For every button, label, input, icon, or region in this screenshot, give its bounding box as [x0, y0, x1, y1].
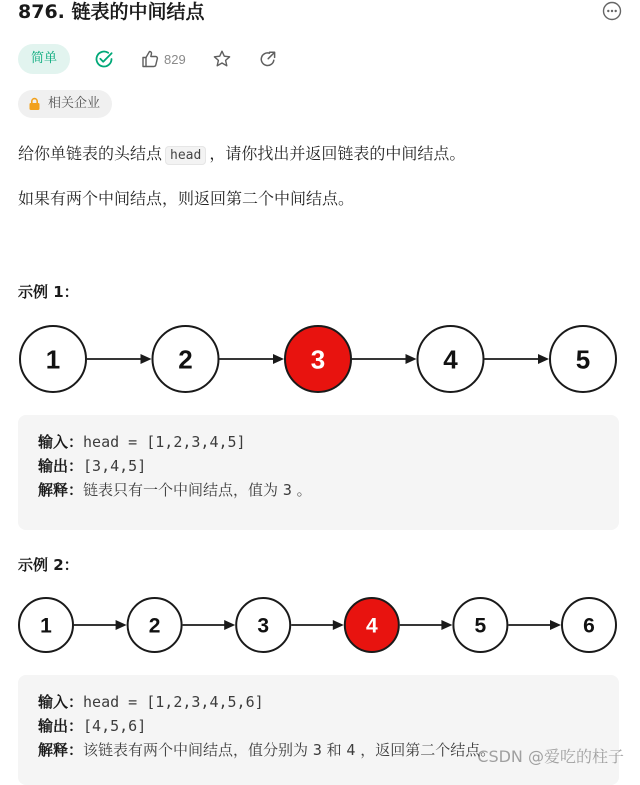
inline-code-head: head — [165, 146, 206, 165]
node-value: 1 — [45, 344, 61, 375]
input-label: 输入： — [38, 433, 84, 451]
example-2-input-line — [38, 690, 599, 714]
output-value: [3,4,5] — [83, 457, 147, 475]
input-value: head = [1,2,3,4,5] — [83, 433, 246, 451]
node-value: 3 — [257, 614, 270, 638]
lock-icon — [28, 97, 48, 111]
node-value: 5 — [575, 344, 591, 375]
example-2-output-line — [38, 714, 599, 738]
problem-title: 876. 链表的中间结点 — [18, 1, 205, 23]
next-arrow — [508, 620, 561, 630]
example-2-diagram — [0, 597, 640, 657]
example-1-output-line — [38, 454, 599, 478]
list-node — [153, 326, 219, 392]
company-tag-label: 相关企业 — [48, 96, 101, 111]
next-arrow — [87, 354, 152, 364]
next-arrow — [74, 620, 127, 630]
list-node — [20, 326, 86, 392]
explain-text: 该链表有两个中间结点，值分别为 — [83, 741, 309, 759]
next-arrow — [183, 620, 236, 630]
more-icon[interactable] — [602, 1, 622, 21]
next-arrow — [400, 620, 453, 630]
example-2-title: 示例 2： — [18, 556, 79, 574]
list-node — [550, 326, 616, 392]
next-arrow — [485, 354, 550, 364]
explain-text: 。 — [296, 481, 312, 499]
output-label: 输出： — [38, 717, 84, 735]
example-1-explain-line — [38, 478, 599, 502]
explain-text: 和 — [326, 741, 342, 759]
node-value: 2 — [178, 344, 193, 375]
description-text: ，请你找出并返回链表的中间结点。 — [209, 144, 466, 163]
node-value: 3 — [310, 344, 326, 375]
example-2-code-box — [18, 675, 619, 785]
input-label: 输入： — [38, 693, 84, 711]
example-1-diagram — [0, 322, 640, 398]
description-line-2: 如果有两个中间结点，则返回第二个中间结点。 — [18, 189, 355, 208]
explain-text: 链表只有一个中间结点，值为 — [83, 481, 279, 499]
star-icon[interactable] — [212, 49, 232, 69]
explain-value: 3 — [312, 741, 322, 759]
explain-label: 解释： — [38, 741, 84, 759]
list-node — [562, 598, 616, 652]
description-line-1 — [18, 142, 465, 168]
explain-value: 3 — [282, 481, 292, 499]
list-node — [453, 598, 507, 652]
node-value: 6 — [583, 614, 595, 638]
list-node — [418, 326, 484, 392]
next-arrow — [291, 620, 344, 630]
node-value: 2 — [148, 614, 161, 638]
output-value: [4,5,6] — [83, 717, 147, 735]
explain-label: 解释： — [38, 481, 84, 499]
share-icon[interactable] — [258, 49, 278, 69]
list-node — [285, 326, 351, 392]
explain-text: ，返回第二个结点。 — [360, 741, 496, 759]
description-text: 给你单链表的头结点 — [18, 144, 163, 163]
example-1-input-line — [38, 430, 599, 454]
list-node — [128, 598, 182, 652]
example-1-code-box — [18, 415, 619, 530]
node-value: 4 — [443, 344, 458, 375]
node-value: 5 — [474, 614, 487, 638]
node-value: 1 — [40, 614, 52, 638]
check-circle-icon — [94, 49, 114, 69]
example-1-title: 示例 1： — [18, 283, 79, 301]
watermark: CSDN @爱吃的柱子 — [477, 747, 624, 766]
list-node — [236, 598, 290, 652]
list-node — [345, 598, 399, 652]
output-label: 输出： — [38, 457, 84, 475]
explain-value: 4 — [346, 741, 356, 759]
thumbs-up-icon — [140, 49, 160, 69]
input-value: head = [1,2,3,4,5,6] — [83, 693, 264, 711]
like-button[interactable] — [140, 49, 186, 69]
next-arrow — [220, 354, 285, 364]
next-arrow — [352, 354, 417, 364]
node-value: 4 — [365, 614, 378, 638]
difficulty-badge[interactable]: 简单 — [18, 44, 70, 74]
meta-row — [18, 44, 278, 74]
like-count: 829 — [164, 51, 186, 67]
list-node — [19, 598, 73, 652]
title-row — [18, 0, 622, 26]
company-tag[interactable] — [18, 90, 112, 118]
